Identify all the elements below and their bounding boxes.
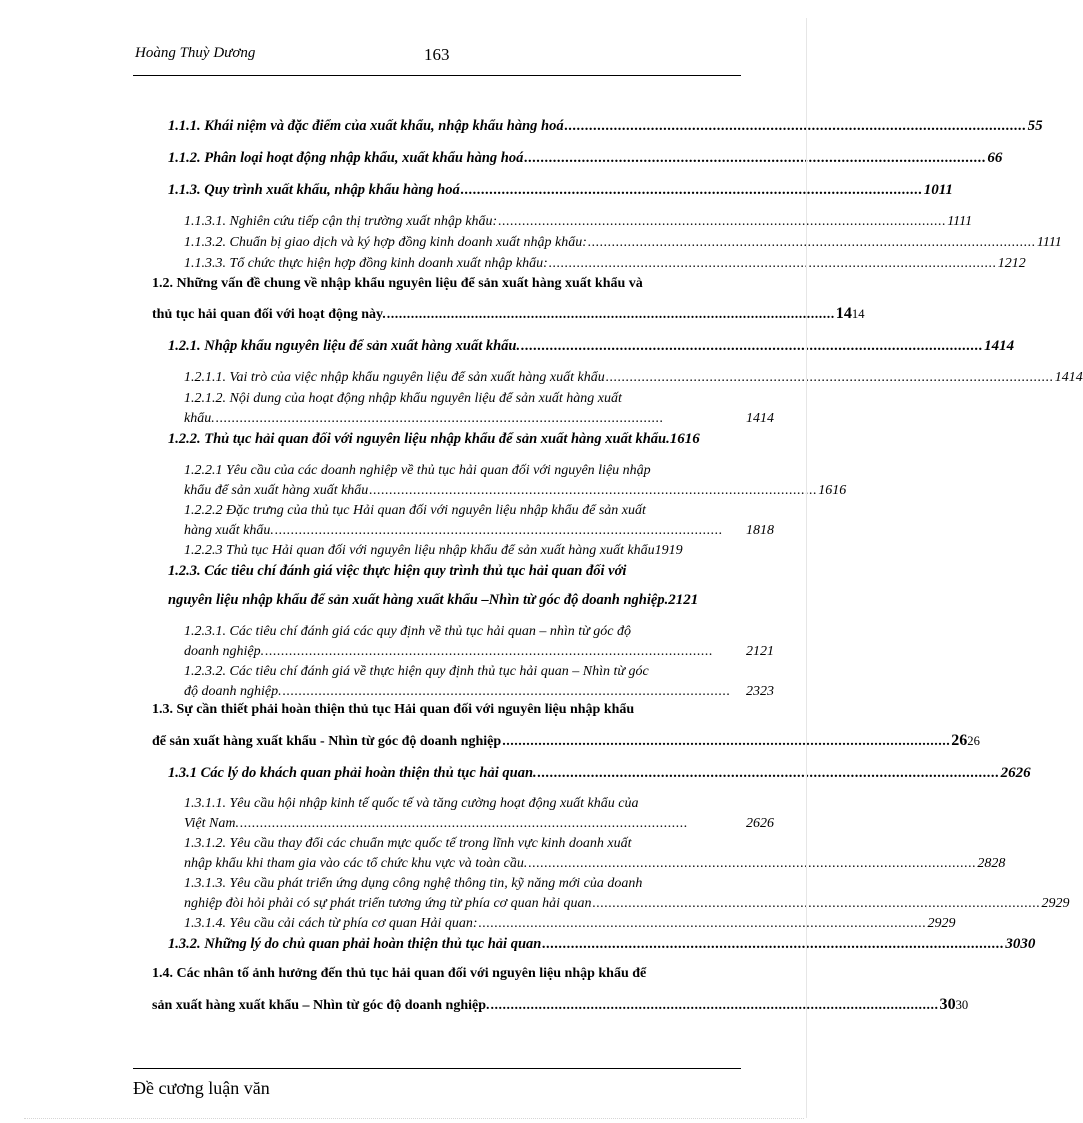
toc-page-number	[836, 305, 865, 323]
toc-entry-1-3-1[interactable]	[168, 765, 1031, 782]
toc-entry-1-3-1-3-line1: 1.3.1.3. Yêu cầu phát triển ứng dụng công nghệ thông tin, kỹ năng mới của doanh	[184, 876, 643, 891]
toc-entry-1-1-3-2[interactable]	[184, 235, 1062, 251]
toc-leader-dots: ................................................................................................................	[282, 684, 731, 699]
toc-page-number-secondary: 26	[967, 734, 980, 748]
toc-entry-1-2-1-1[interactable]	[184, 370, 1083, 386]
toc-entry-text: 1.3.2. Những lý do chủ quan phải hoàn thiện thủ tục hải quan	[168, 936, 542, 952]
toc-page-number-secondary: 14	[851, 307, 865, 321]
toc-entry-text: 1.1.2. Phân loại hoạt động nhập khẩu, xuất khẩu hàng hoá	[168, 150, 524, 166]
toc-page-number: 1616	[669, 431, 700, 447]
toc-page-number-secondary: 30	[955, 998, 969, 1012]
toc-page-number: 2626	[1000, 765, 1031, 781]
page-bottom-edge	[24, 1118, 804, 1119]
toc-leader-dots: ................................................................................................................	[502, 734, 951, 749]
toc-page-number	[940, 996, 969, 1014]
toc-leader-dots: ................................................................................................................	[369, 483, 818, 498]
toc-page-number	[951, 732, 980, 750]
toc-entry-text: Việt Nam.	[184, 816, 239, 831]
toc-page-number: 1818	[746, 523, 774, 538]
header-author: Hoàng Thuỳ Dương	[135, 45, 256, 61]
toc-page-number-primary: 26	[951, 732, 968, 749]
toc-leader-dots: ................................................................................................................	[460, 182, 923, 198]
toc-page-number: 1414	[746, 411, 774, 426]
toc-entry-1-2-3-2[interactable]	[184, 684, 774, 700]
toc-entry-1-1-3-1[interactable]	[184, 214, 973, 230]
toc-entry-text: nghiệp đòi hỏi phải có sự phát triển tương ứng từ phía cơ quan hải quan	[184, 896, 592, 911]
toc-leader-dots: ................................................................................................................	[215, 411, 664, 426]
toc-page-number: 2323	[746, 684, 774, 699]
toc-entry-1-4[interactable]	[152, 996, 969, 1014]
toc-entry-1-3-2[interactable]	[168, 936, 1036, 953]
toc-entry-1-2-2-2[interactable]	[184, 523, 774, 539]
toc-page-number: 1616	[818, 483, 847, 498]
toc-entry-1-2-2-3[interactable]	[184, 543, 774, 559]
toc-leader-dots: ................................................................................................................	[490, 998, 939, 1013]
toc-page-number: 3030	[1005, 936, 1036, 952]
toc-leader-dots: ................................................................................................................	[265, 644, 714, 659]
toc-page-number: 2121	[668, 592, 699, 608]
toc-entry-text: nhập khẩu khi tham gia vào các tổ chức khu vực và toàn cầu.	[184, 856, 528, 871]
toc-leader-dots: ................................................................................................................	[528, 856, 977, 871]
toc-leader-dots: ................................................................................................................	[605, 370, 1054, 385]
toc-entry-1-2-3[interactable]	[168, 592, 774, 609]
toc-entry-1-2-2-1[interactable]	[184, 483, 847, 499]
toc-entry-1-3[interactable]	[152, 732, 980, 750]
toc-entry-1-2-2-2-line1: 1.2.2.2 Đặc trưng của thủ tục Hải quan đối với nguyên liệu nhập khẩu để sản xuất	[184, 503, 646, 518]
toc-leader-dots: ................................................................................................................	[564, 118, 1027, 134]
toc-entry-1-4-line1: 1.4. Các nhân tố ảnh hưởng đến thủ tục hải quan đối với nguyên liệu nhập khẩu để	[152, 966, 647, 981]
toc-entry-1-3-1-2[interactable]	[184, 856, 1006, 872]
toc-page-number: 66	[987, 150, 1003, 166]
toc-leader-dots: ................................................................................................................	[548, 256, 997, 271]
toc-page-number: 2929	[1041, 896, 1070, 911]
toc-entry-text: 1.1.3.2. Chuẩn bị giao dịch và ký hợp đồng kinh doanh xuất nhập khẩu:	[184, 235, 587, 250]
toc-entry-text: nguyên liệu nhập khẩu để sản xuất hàng xuất khẩu –Nhìn từ góc độ doanh nghiệp.	[168, 592, 669, 608]
toc-leader-dots: ................................................................................................................	[498, 214, 947, 229]
toc-entry-1-2-3-1-line1: 1.2.3.1. Các tiêu chí đánh giá các quy định về thủ tục hải quan – nhìn từ góc độ	[184, 624, 632, 639]
toc-leader-dots: ................................................................................................................	[537, 765, 1000, 781]
toc-entry-text: 1.3.1.4. Yêu cầu cải cách từ phía cơ quan Hải quan:	[184, 916, 478, 931]
toc-entry-text: 1.2.2.3 Thủ tục Hải quan đối với nguyên liệu nhập khẩu để sản xuất hàng xuất khẩu	[184, 543, 655, 558]
toc-entry-1-2[interactable]	[152, 305, 865, 323]
toc-entry-1-3-1-1[interactable]	[184, 816, 774, 832]
toc-page-number: 1212	[997, 256, 1026, 271]
toc-entry-1-2-3-2-line1: 1.2.3.2. Các tiêu chí đánh giá về thực hiện quy định thủ tục hải quan – Nhìn từ góc	[184, 664, 649, 679]
toc-leader-dots: ................................................................................................................	[274, 523, 723, 538]
toc-entry-1-3-line1: 1.3. Sự cần thiết phải hoàn thiện thủ tục Hải quan đối với nguyên liệu nhập khẩu	[152, 702, 635, 717]
toc-leader-dots: ................................................................................................................	[587, 235, 1036, 250]
toc-entry-text: 1.2.1. Nhập khẩu nguyên liệu để sản xuất hàng xuất khẩu.	[168, 338, 521, 354]
toc-page-number: 2626	[746, 816, 774, 831]
toc-page-number: 55	[1027, 118, 1043, 134]
toc-page-number: 1919	[654, 543, 683, 558]
toc-page-number: 2929	[927, 916, 956, 931]
toc-page-number: 1011	[923, 182, 953, 198]
toc-entry-1-1-3[interactable]	[168, 182, 953, 199]
toc-page-number: 2121	[746, 644, 774, 659]
toc-entry-text: để sản xuất hàng xuất khẩu - Nhìn từ góc độ doanh nghiệp	[152, 734, 502, 749]
toc-entry-text: 1.1.3.3. Tổ chức thực hiện hợp đồng kinh doanh xuất nhập khẩu:	[184, 256, 548, 271]
toc-leader-dots: ................................................................................................................	[478, 916, 927, 931]
toc-entry-text: hàng xuất khẩu.	[184, 523, 274, 538]
toc-entry-text: độ doanh nghiệp.	[184, 684, 282, 699]
toc-leader-dots: ................................................................................................................	[542, 936, 1005, 952]
toc-leader-dots: ................................................................................................................	[524, 150, 987, 166]
toc-entry-text: doanh nghiệp.	[184, 644, 265, 659]
toc-entry-text: 1.1.3. Quy trình xuất khẩu, nhập khẩu hàng hoá	[168, 182, 460, 198]
toc-entry-1-2-3-1[interactable]	[184, 644, 774, 660]
toc-entry-text: 1.2.2. Thủ tục hải quan đối với nguyên liệu nhập khẩu để sản xuất hàng xuất khẩu.	[168, 431, 670, 447]
footer-rule	[133, 1068, 741, 1069]
toc-page-number-primary: 14	[835, 305, 852, 322]
toc-entry-text: 1.3.1 Các lý do khách quan phải hoàn thiện thủ tục hải quan.	[168, 765, 537, 781]
toc-entry-1-1-1[interactable]	[168, 118, 1043, 135]
toc-entry-text: 1.1.1. Khái niệm và đặc điểm của xuất khẩu, nhập khẩu hàng hoá	[168, 118, 564, 134]
toc-entry-1-3-1-1-line1: 1.3.1.1. Yêu cầu hội nhập kinh tế quốc tế và tăng cường hoạt động xuất khẩu của	[184, 796, 639, 811]
toc-entry-1-2-line1: 1.2. Những vấn đề chung về nhập khẩu nguyên liệu để sản xuất hàng xuất khẩu và	[152, 276, 643, 291]
toc-entry-1-3-1-2-line1: 1.3.1.2. Yêu cầu thay đổi các chuẩn mực quốc tế trong lĩnh vực kinh doanh xuất	[184, 836, 632, 851]
toc-page-number: 1111	[1036, 235, 1062, 250]
toc-page-number-primary: 30	[939, 996, 956, 1013]
toc-entry-1-1-2[interactable]	[168, 150, 1003, 167]
toc-entry-text: thủ tục hải quan đối với hoạt động này.	[152, 307, 386, 322]
toc-entry-1-2-2-1-line1: 1.2.2.1 Yêu cầu của các doanh nghiệp về thủ tục hải quan đối với nguyên liệu nhập	[184, 463, 651, 478]
footer-title: Đề cương luận văn	[133, 1078, 270, 1098]
toc-leader-dots: ................................................................................................................	[592, 896, 1041, 911]
header-rule	[133, 75, 741, 76]
toc-entry-text: sản xuất hàng xuất khẩu – Nhìn từ góc độ doanh nghiệp.	[152, 998, 490, 1013]
toc-page-number: 1414	[1054, 370, 1083, 385]
toc-entry-text: 1.1.3.1. Nghiên cứu tiếp cận thị trường xuất nhập khẩu:	[184, 214, 498, 229]
header-page-number: 163	[424, 45, 450, 64]
toc-page-number: 1111	[947, 214, 973, 229]
toc-leader-dots: ................................................................................................................	[386, 307, 835, 322]
toc-entry-1-2-1-2[interactable]	[184, 411, 774, 427]
toc-entry-1-2-1[interactable]	[168, 338, 1015, 355]
toc-entry-1-1-3-3[interactable]	[184, 256, 1026, 272]
toc-page-number: 1414	[984, 338, 1015, 354]
toc-entry-1-3-1-3[interactable]	[184, 896, 1070, 912]
toc-leader-dots: ................................................................................................................	[239, 816, 688, 831]
toc-entry-1-2-1-2-line1: 1.2.1.2. Nội dung của hoạt động nhập khẩu nguyên liệu để sản xuất hàng xuất	[184, 391, 622, 406]
toc-entry-text: khẩu để sản xuất hàng xuất khẩu	[184, 483, 369, 498]
toc-entry-text: 1.2.1.1. Vai trò của việc nhập khẩu nguyên liệu để sản xuất hàng xuất khẩu	[184, 370, 605, 385]
toc-entry-1-3-1-4[interactable]	[184, 916, 956, 932]
toc-entry-1-2-2[interactable]	[168, 431, 774, 448]
toc-leader-dots: ................................................................................................................	[521, 338, 984, 354]
toc-entry-1-2-3-line1: 1.2.3. Các tiêu chí đánh giá việc thực hiện quy trình thủ tục hải quan đối với	[168, 563, 627, 579]
toc-page-number: 2828	[977, 856, 1006, 871]
page-right-edge	[806, 18, 807, 1118]
toc-entry-text: khẩu.	[184, 411, 215, 426]
